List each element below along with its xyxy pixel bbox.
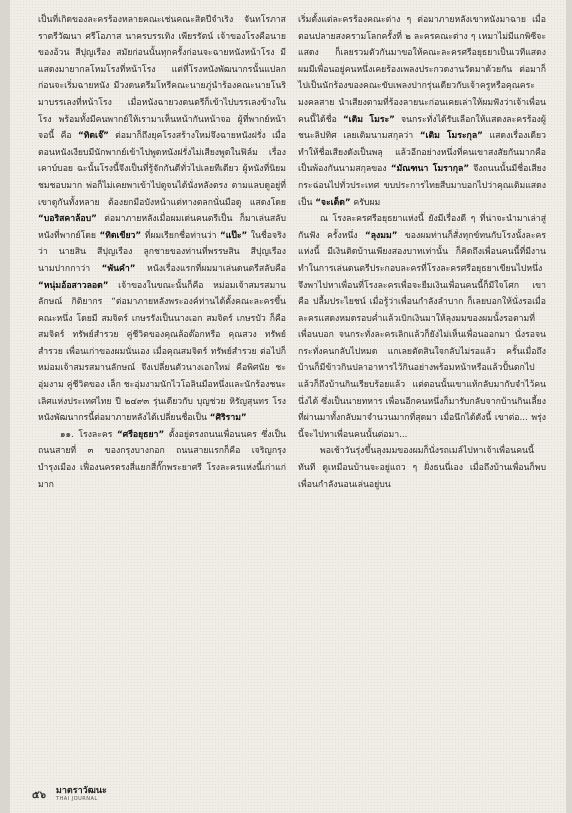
right-paragraph-3: พอเช้าวันรุ่งขึ้นลุงมมของผมก็นั่งรถเมล์ไปหาเจ้าเพื่อนคนนี้ทันที ดูเหมือนบ้านจะอยู่แถว ๆ ฝั่งธนนี่เอง เมื่อถึงบ้านเพื่อนก็พบเพื่อนกำลังนอนเล่นอยู่บน [298,446,546,490]
magazine-logo [56,787,107,803]
magazine-name: มาตราวัฒนะ [55,786,107,796]
left-paragraph-1: เป็นที่เกิดของละครร้องหลายคณะเช่นคณะสิดปีจำเริง จันทโรภาส ราตรีวัฒนา ศรีโอภาส นาครบรรเทิง เพียรรัตน์ เจ้าของโรงคือนายของอ้วน สีปุญเรือง สมัยก่อนนั้นทุกครั้งก่อนจะฉายหนังหน้าโรง มีแสดงมายากลโหมโรงที่หน้าโรง แต่ที่โรงหนังพัฒนากรนั้นแปลก ก่อนจะเริ่มฉายหนัง มีวงดนตรีมโหรีคณะนายภู่นำร้องคณะนายโนริมาบรรเลงที่หน้าโรง เมื่อหนังฉายวงดนตรีก็เข้าไปบรรเลงข้างในโรง พร้อมทั้งมีคนพากย์ให้เรามาเห็นหน้ากันหน้าจอ ผู้ที่พากย์หน้าจอนี้ คือ “ทิดเจ๊” ต่อมาก็ถึงยุคโรงสร้างใหม่จึงฉายหนังฝรั่ง เมื่อตอนหนังเงียบมีนักพากย์เข้าไปพูดหนังฝรั่งไม่เสียงพูดในฟิล์ม เรื่องเคาบ์บอย ฉะนั้นโรงนี้จึงเป็นที่รู้จักกันดีทั่วไปเลยทีเดียว ผู้หนังที่นิยมชมชอบมาก พ่อก็ไม่เคยพาเข้าไปดูจนได้นั่งหลังตรง ตามแลบดูอยู่ที่เขาดูกันทั้งหลาย ต้องยกมือบังหน้าแต่ทางตลกนั่นมือดู แสดงโดย “บอริสคาล้อบ” ต่อมาภายหลังเมื่อผมเด่นคนตรีเป็น ก็มาเล่นสลับหนังที่พากย์โดย “ทิดเขียว” ที่ผมเรียกชื่อท่านว่า “แป๊ะ” ในชื่อจริงว่า นายสิน สีปุญเรือง ลูกชายของท่านที่พรรษสิน สีปุญเรือง นามปากกาว่า “พันคำ” หนังเรื่องแรกที่ผมมาเล่นดนตรีสลับคือ “หนุ่มอ้อสาวลอด” เจ้าของในขณะนั้นก็คือ หม่อมเจ้าสมรสมานลักษณ์ กิติยากร “ต่อมาภายหลังพระองค์ท่านได้ตั้งคณะละครขึ้นคณะหนึ่ง โดยมี สมจิตร์ เกษรรังเป็นนางเอก สมจิตร์ เกษรบัว ก็คือ สมจิตร์ ทรัพย์สำรวย คู่ชีวิตของคุณล้อต๊อกหรือ คุณสวง ทรัพย์สำรวย เพื่อนเก่าของผมนั่นเอง เมื่อคุณสมจิตร์ ทรัพย์สำรวย ต่อไปก็หม่อมเจ้าสมรสมานลักษณ์ จึงเปลี่ยนตัวนางเอกใหม่ คือพิศนัย ชะอุ่มงาม คู่ชีวิตของ เล็ก ชะอุ่มงามนักไวโอลินมือหนึ่งและนักร้องชนะเลิศแห่งประเทศไทย ปี ๒๔๙๓ รุ่นเดียวกับ บุญช่วย หิรัญสุนทร โรงหนังพัฒนากรนี้ต่อมาภายหลังได้เปลี่ยนชื่อเป็น “ศิริราม” [38,15,286,424]
magazine-page [10,0,566,813]
keyword-boris-karloff: “บอริสคาล้อบ” [38,214,97,225]
keyword-film-title: “หนุ่มอ้อสาวลอด” [38,280,109,291]
keyword-lung-mom: “ลุงมม” [365,230,398,241]
page-footer [32,787,107,803]
keyword-tid-jae: “ทิดเจ๊” [77,131,109,142]
right-paragraph-2: ณ โรงละครศรีอยุธยาแห่งนี้ ยังมีเรื่องดี ๆ ที่น่าจะนำมาเล่าสู่กันฟัง ครั้งหนึ่ง “ลุงมม” ของผมท่านก็สั่งทุกข์ทนกับโรงนั้งละครแห่งนี้ มีเงินติดบ้านเพียงสองบาทเท่านั้น ก็คิดถึงเพื่อนคนนี้ที่มีงานทำในการเล่นดนตรีประกอบละครที่โรงละครศรีอยุธยาเขียนไปหนึ่งจึงพาไปหาเพื่อนที่โรงละครเพื่อจะยืมเงินเพื่อนคนนี้ก็มีใจโศก เขาคือ ปลื้มประไยชน์ เมื่อรู้ว่าเพื่อนกำลังลำบาก ก็เลยบอกให้นั่งรอเมื่อละครแสดงหมดรอบค่ำแล้วเบิกเงินมาให้ลุงมมของผมนั้งรอตามที่เพื่อนบอก จนกระทั่งละครเลิกแล้วก็ยังไม่เห็นเพื่อนออกมา นั่งรอจนกระทั่งคนกลับไปหมด แกเลยตัดสินใจกลับไม่รอแล้ว ครั้นเมื่อถึงบ้านก็มีข้าวกินปลาอาหารไว้กินอย่างพร้อมหน้าหรือแล้วปั้นตกไปแล้วก็ถึงบ้านกินเรียบร้อยแล้ว แต่ตอนนั้นเขาแท้กลับมากับจำไว้คนนึ่งได้ ซึ่งเป็นนายทหาร เพื่อนอีกคนหนึ่งก็มารับกลับจากบ้านกินเลี้ยงที่ผ่านมาทั้งกลับมาจำนวนมากที่สุดมา เมื่อนึกได้ดังนี้ เขาต่อ... พรุ่งนี้จะไปหาเพื่อนคนนั้นต่อมา... [298,214,546,440]
right-text-column [298,12,546,493]
magazine-subtitle: THAI JOURNAL [55,796,98,802]
keyword-toem-mora: “เติม โมระ” [342,114,395,125]
right-paragraph-1: เริ่มตั้งแต่ละครร้องคณะต่าง ๆ ต่อมาภายหลังเขาหนังมาฉาย เมื่อตอนปลายสงครามโลกครั้งที่ ๒ ละครคณะต่าง ๆ เหมาไม่มีแกพิซีจะแสดง ก็เลยรวมตัวกันมาขอให้คณะละครศรีอยุธยาเป็นเวทีแสดง ผมมีเพื่อนอยู่คนหนึ่งเคยร้องเพลงประกวดงานวัดมาด้วยกัน ต่อมาก็ไปเป็นนักร้องของคณะขับเพลงปากรุ่นเดียวกับเจ้าครูหรือคุณคระ มงคลสาย นำเสียงตามที่ร้องลายนะก่อนเคยเล่าให้ผมฟังว่าเจ้าเพื่อนคนนี้ได้ชื่อ “เติม โมระ” จนกระทั่งได้รับเลือกให้แสดงละครร้องผู้ชนะลิปทิศ เลยเติมนามสกุลว่า “เติม โมระกุล” แสดงเรื่องเดียวทำให้ชื่อเสียงดังเป็นพลุ แล้วอีกอย่างหนึ่งที่คนเขาสงสัยกันมากคือเป็นพ้องกันนามสกุลของ “มัณฑนา โมรากุล” จึงถนนนั้นมีชื่อเสียงกระฉ่อนไปทั่วประเทศ ขบประการไทยสืบมาบอกไปว่าคุณเติมแสดงเป็น “จะเด็ด” ครับผม [298,15,547,208]
keyword-sri-ayutthaya: “ศรีอยุธยา” [116,429,165,440]
keyword-siriram: “ศิริราม” [209,413,247,424]
keyword-tid-khiao: “ทิดเขียว” [99,230,142,241]
keyword-toem-morakul: “เติม โมระกุล” [419,131,483,142]
page-number: ๕๖ [32,789,46,801]
keyword-pae: “แป๊ะ” [220,230,248,241]
keyword-ja-det: “จะเด็ด” [315,197,351,208]
left-text-column [38,12,286,493]
left-paragraph-2: ๑๑. โรงละคร “ศรีอยุธยา” ตั้งอยู่ตรงถนนเพื่อนนคร ซึ่งเป็นถนนสายที่ ๓ ของกรุงบางกอก ถนนสายแรกก็คือ เจริญกรุง บำรุงเมือง เฟื่องนครตรงสี่แยกสี่กั๊กพระยาศรี โรงละครแห่งนี้เก่าแก่มาก [38,429,286,490]
keyword-mantana-morakul: “มัณฑนา โมรากุล” [390,164,470,175]
keyword-phan-kham: “พันคำ” [101,263,136,274]
